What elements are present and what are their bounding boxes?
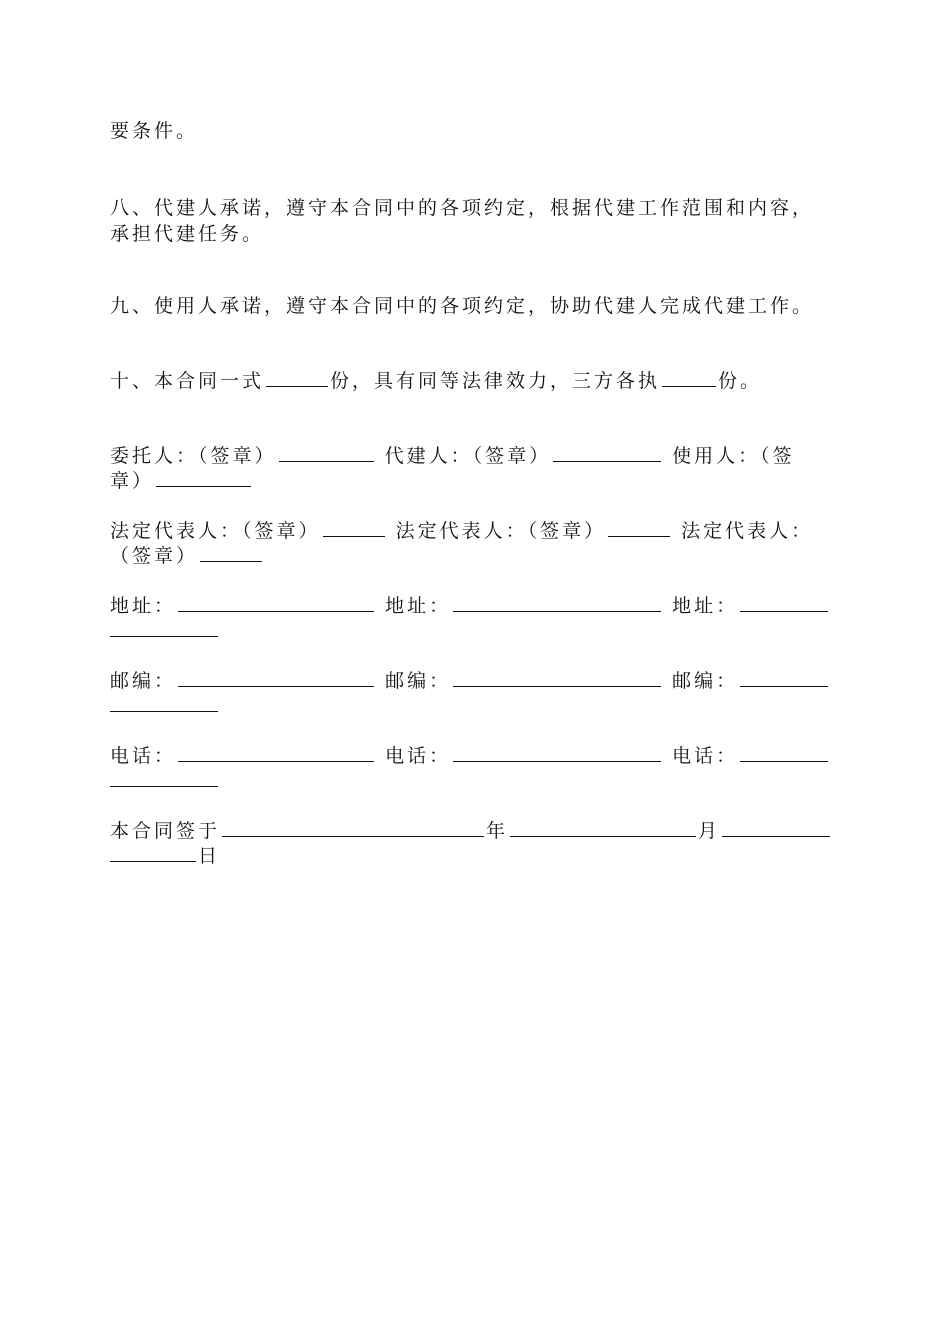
agent-postcode-blank: [453, 685, 661, 687]
clause-10-text-b: 份，具有同等法律效力，三方各执: [330, 370, 661, 392]
clause-8-text-2: 承担代建任务。: [110, 223, 265, 245]
user-sign-label-a: 使用人：（签: [672, 445, 795, 467]
copies-each-blank: [662, 385, 716, 387]
clause-9-text: 九、使用人承诺，遵守本合同中的各项约定，协助代建人完成代建工作。: [110, 295, 815, 317]
agent-sign-blank: [553, 460, 661, 462]
month-blank: [722, 835, 830, 837]
clause-10-text-a: 十、本合同一式: [110, 370, 265, 392]
clause-10-text-c: 份。: [718, 370, 763, 392]
signing-place-blank: [222, 835, 484, 837]
year-label: 年: [486, 820, 509, 842]
copies-total-blank: [266, 385, 328, 387]
client-address-blank: [178, 610, 374, 612]
clause-7-ending: [110, 118, 198, 144]
clause-8-line2: [110, 221, 264, 247]
clause-10: [110, 368, 762, 394]
address-row: [110, 593, 830, 619]
signing-date-row: [110, 818, 832, 844]
user-address-label: 地址：: [672, 595, 739, 617]
clause-9: [110, 293, 814, 319]
clause-7-text: 要条件。: [110, 120, 199, 142]
signature-row: [110, 443, 795, 469]
year-blank: [510, 835, 696, 837]
signing-date-row-wrap: [110, 843, 220, 869]
user-address-blank-wrap: [110, 635, 218, 637]
agent-sign-label: 代建人：（签章）: [384, 445, 552, 467]
agent-address-label: 地址：: [385, 595, 452, 617]
agent-phone-label: 电话：: [385, 745, 452, 767]
user-legal-rep-label-b: （签章）: [110, 545, 199, 567]
signed-at-label: 本合同签于: [110, 820, 221, 842]
agent-legal-rep-blank: [608, 535, 670, 537]
client-sign-label: 委托人：（签章）: [110, 445, 277, 467]
client-postcode-blank: [178, 685, 374, 687]
user-legal-rep-label-a: 法定代表人：: [681, 520, 814, 542]
agent-phone-blank: [453, 760, 661, 762]
user-phone-blank-wrap: [110, 785, 218, 787]
month-label: 月: [698, 820, 721, 842]
phone-row: [110, 743, 830, 769]
clause-8-line1: [110, 195, 814, 221]
postcode-row: [110, 668, 830, 694]
user-legal-rep-blank: [200, 560, 262, 562]
day-blank: [110, 860, 196, 862]
user-postcode-blank-wrap: [110, 710, 218, 712]
legal-rep-row-wrap: [110, 543, 264, 569]
clause-8-text-1: 八、代建人承诺，遵守本合同中的各项约定，根据代建工作范围和内容，: [110, 197, 815, 219]
user-address-blank: [740, 610, 828, 612]
client-legal-rep-blank: [323, 535, 385, 537]
user-postcode-blank: [740, 685, 828, 687]
address-row-wrap: [110, 618, 220, 644]
postcode-row-wrap: [110, 693, 220, 719]
user-phone-blank: [740, 760, 828, 762]
agent-postcode-label: 邮编：: [385, 670, 452, 692]
legal-rep-row: [110, 518, 813, 544]
user-postcode-label: 邮编：: [672, 670, 739, 692]
client-phone-blank: [178, 760, 374, 762]
user-sign-label-b: 章）: [110, 470, 155, 492]
client-phone-label: 电话：: [110, 745, 177, 767]
client-sign-blank: [279, 460, 374, 462]
client-legal-rep-label: 法定代表人：（签章）: [110, 520, 321, 542]
user-sign-blank: [156, 485, 251, 487]
agent-legal-rep-label: 法定代表人：（签章）: [395, 520, 607, 542]
client-address-label: 地址：: [110, 595, 177, 617]
phone-row-wrap: [110, 768, 220, 794]
day-label: 日: [198, 845, 221, 867]
user-phone-label: 电话：: [672, 745, 739, 767]
signature-row-wrap: [110, 468, 253, 494]
agent-address-blank: [453, 610, 661, 612]
client-postcode-label: 邮编：: [110, 670, 177, 692]
